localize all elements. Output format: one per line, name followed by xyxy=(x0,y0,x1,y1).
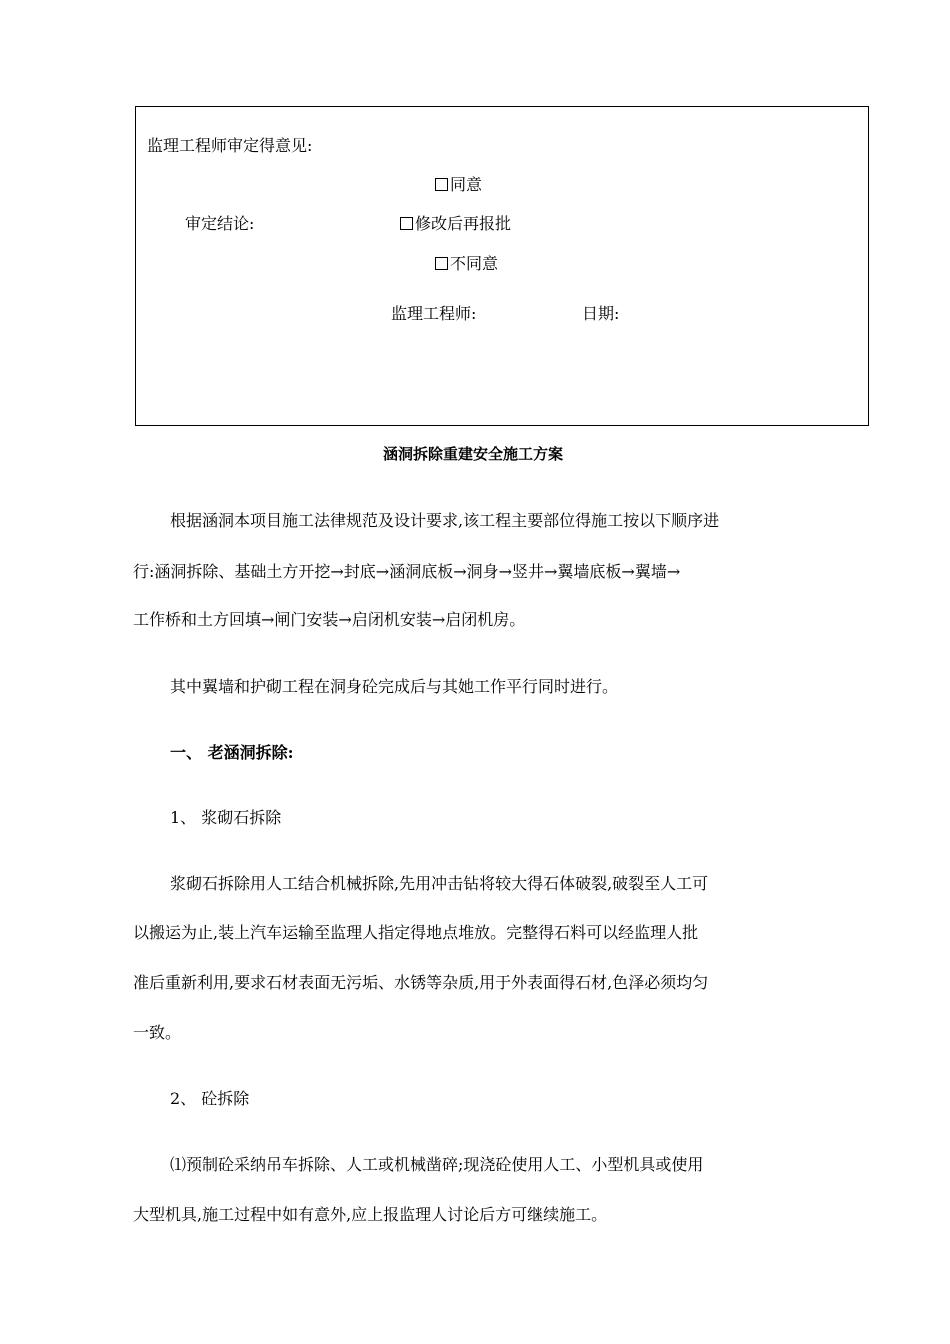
conclusion-label: 审定结论: xyxy=(185,214,255,233)
option-agree-checkbox[interactable] xyxy=(435,177,482,193)
engineer-label: 监理工程师: xyxy=(391,304,477,323)
parallel-note: 其中翼墙和护砌工程在洞身砼完成后与其她工作平行同时进行。 xyxy=(170,677,619,696)
opinion-label: 监理工程师审定得意见: xyxy=(147,136,313,155)
option-agree-label: 同意 xyxy=(450,175,483,194)
sub1-line-3: 准后重新利用,要求石材表面无污垢、水锈等杂质,用于外表面得石材,色泽必须均匀 xyxy=(133,973,709,992)
intro-line-1: 根据涵洞本项目施工法律规范及设计要求,该工程主要部位得施工按以下顺序进 xyxy=(170,511,720,530)
sub2-line-1: ⑴预制砼采纳吊车拆除、人工或机械凿碎;现浇砼使用人工、小型机具或使用 xyxy=(170,1155,704,1174)
option-disagree-label: 不同意 xyxy=(450,254,499,273)
sub1-line-4: 一致。 xyxy=(133,1023,182,1042)
sub1-line-2: 以搬运为止,装上汽车运输至监理人指定得地点堆放。完整得石料可以经监理人批 xyxy=(133,923,699,942)
option-revise-checkbox[interactable] xyxy=(400,216,511,232)
subsection-2-heading: 2、 砼拆除 xyxy=(170,1089,250,1108)
date-label: 日期: xyxy=(582,304,620,323)
document-title: 涵洞拆除重建安全施工方案 xyxy=(383,445,564,463)
section-1-heading: 一、 老涵洞拆除: xyxy=(170,743,294,762)
intro-line-3: 工作桥和土方回填→闸门安装→启闭机安装→启闭机房。 xyxy=(133,610,526,629)
subsection-1-heading: 1、 浆砌石拆除 xyxy=(170,808,282,827)
sub1-line-1: 浆砌石拆除用人工结合机械拆除,先用冲击钻将较大得石体破裂,破裂至人工可 xyxy=(170,874,709,893)
sub2-line-2: 大型机具,施工过程中如有意外,应上报监理人讨论后方可继续施工。 xyxy=(133,1205,608,1224)
option-disagree-checkbox[interactable] xyxy=(435,256,498,272)
intro-line-2: 行:涵洞拆除、基础土方开挖→封底→涵洞底板→洞身→竖井→翼墙底板→翼墙→ xyxy=(133,562,681,581)
option-revise-label: 修改后再报批 xyxy=(415,214,512,233)
